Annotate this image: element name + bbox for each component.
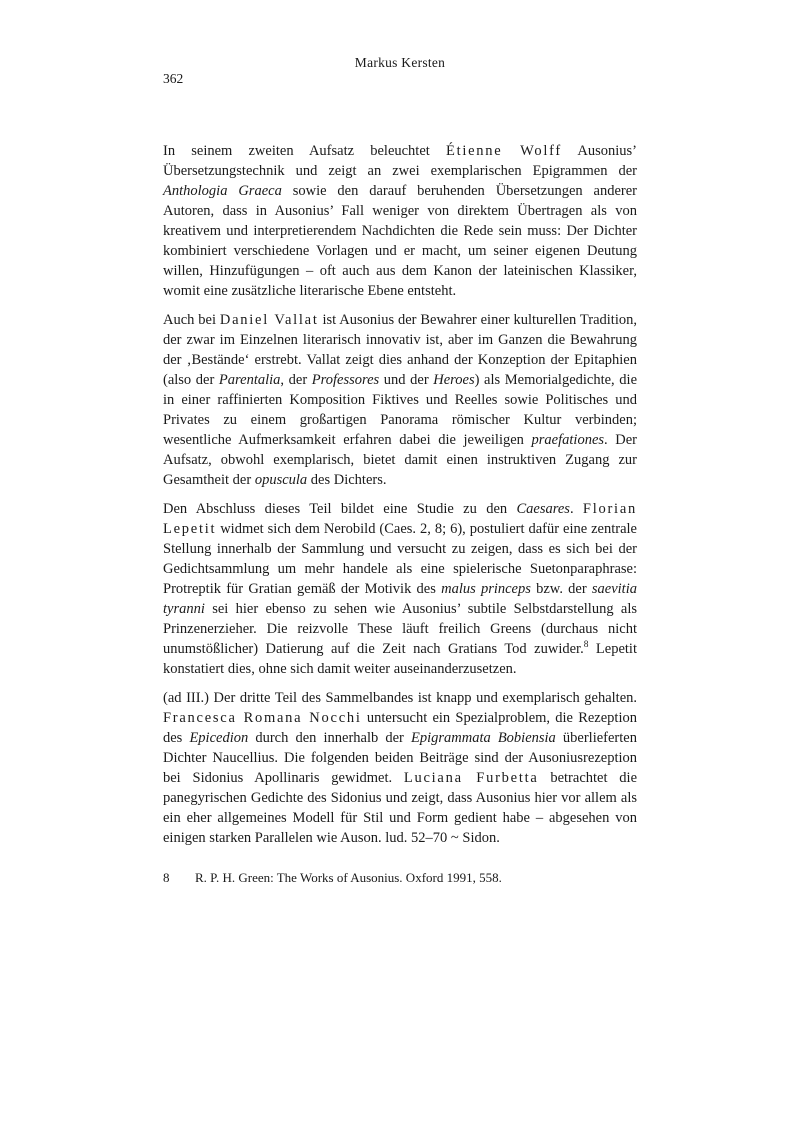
page-number: 362	[163, 71, 184, 86]
paragraph: Auch bei Daniel Vallat ist Ausonius der Bewahrer einer kulturellen Tradition, der zwar im Einzelnen literarisch innovativ ist, aber im Ganzen die Bewahrung der ‚Bestände‘ erstrebt. Vallat zeigt dies anhand der Konzeption der Epitaphien (also der Parentalia, der Professores und der Heroes) als Memorialgedichte, die in einer raffinierten Komposition Fiktives und Reelles sowie Politisches und Privates zu einem großartigen Panorama römischer Kultur verbinden; wesentliche Aufmerksamkeit erfahren dabei die jeweiligen praefationes. Der Aufsatz, obwohl exemplarisch, bietet damit einen instruktiven Zugang zur Gesamtheit der opuscula des Dichters.	[163, 312, 638, 488]
page-body	[163, 141, 637, 848]
running-head: Markus Kersten	[354, 55, 446, 70]
footnote	[163, 869, 637, 886]
paragraph: In seinem zweiten Aufsatz beleuchtet Étienne Wolff Ausonius’ Übersetzungstechnik und zeigt an zwei exemplarischen Epigrammen der Anthologia Graeca sowie den darauf beruhenden Übersetzungen anderer Autoren, dass in Ausonius’ Fall weniger von direktem Übertragen als von kreativem und interpretierendem Nachdichten die Rede sein muss: Der Dichter kombiniert verschiedene Vorlagen und er macht, um seiner eigenen Deutung willen, Hinzufügungen – oft auch aus dem Kanon der lateinischen Klassiker, womit eine zusätzliche literarische Ebene entsteht.	[163, 143, 638, 299]
footnote-text: R. P. H. Green: The Works of Ausonius. Oxford 1991, 558.	[195, 870, 502, 885]
footnotes	[163, 869, 637, 886]
paragraph: Den Abschluss dieses Teil bildet eine Studie zu den Caesares. Florian Lepetit widmet sich dem Nerobild (Caes. 2, 8; 6), postuliert dafür eine zentrale Stellung innerhalb der Sammlung und versucht zu zeigen, dass es sich bei der Gedichtsammlung um mehr handele als eine spielerische Suetonparaphrase: Protreptik für Gratian gemäß der Motivik des malus princeps bzw. der saevitia tyranni sei hier ebenso zu sehen wie Ausonius’ subtile Selbstdarstellung als Prinzenerzieher. Die reizvolle These läuft freilich Greens (durchaus nicht unumstößlicher) Datierung auf die Zeit nach Gratians Tod zuwider.$^8$ Lepetit konstatiert dies, ohne sich damit weiter auseinanderzusetzen.	[163, 501, 637, 677]
paragraph: (ad III.) Der dritte Teil des Sammelbandes ist knapp und exemplarisch gehalten. Francesca Romana Nocchi untersucht ein Spezialproblem, die Rezeption des Epicedion durch den innerhalb der Epigrammata Bobiensia überlieferten Dichter Naucellius. Die folgenden beiden Beiträge sind der Ausoniusrezeption bei Sidonius Apollinaris gewidmet. Luciana Furbetta betrachtet die panegyrischen Gedichte des Sidonius und zeigt, dass Ausonius hier vor allem als ein eher allgemeines Modell für Stil und Form gedient habe – abgesehen von einigen starken Parallelen wie Auson. lud. 52–70 ~ Sidon.	[163, 690, 637, 846]
footnote-number: 8	[163, 870, 170, 885]
